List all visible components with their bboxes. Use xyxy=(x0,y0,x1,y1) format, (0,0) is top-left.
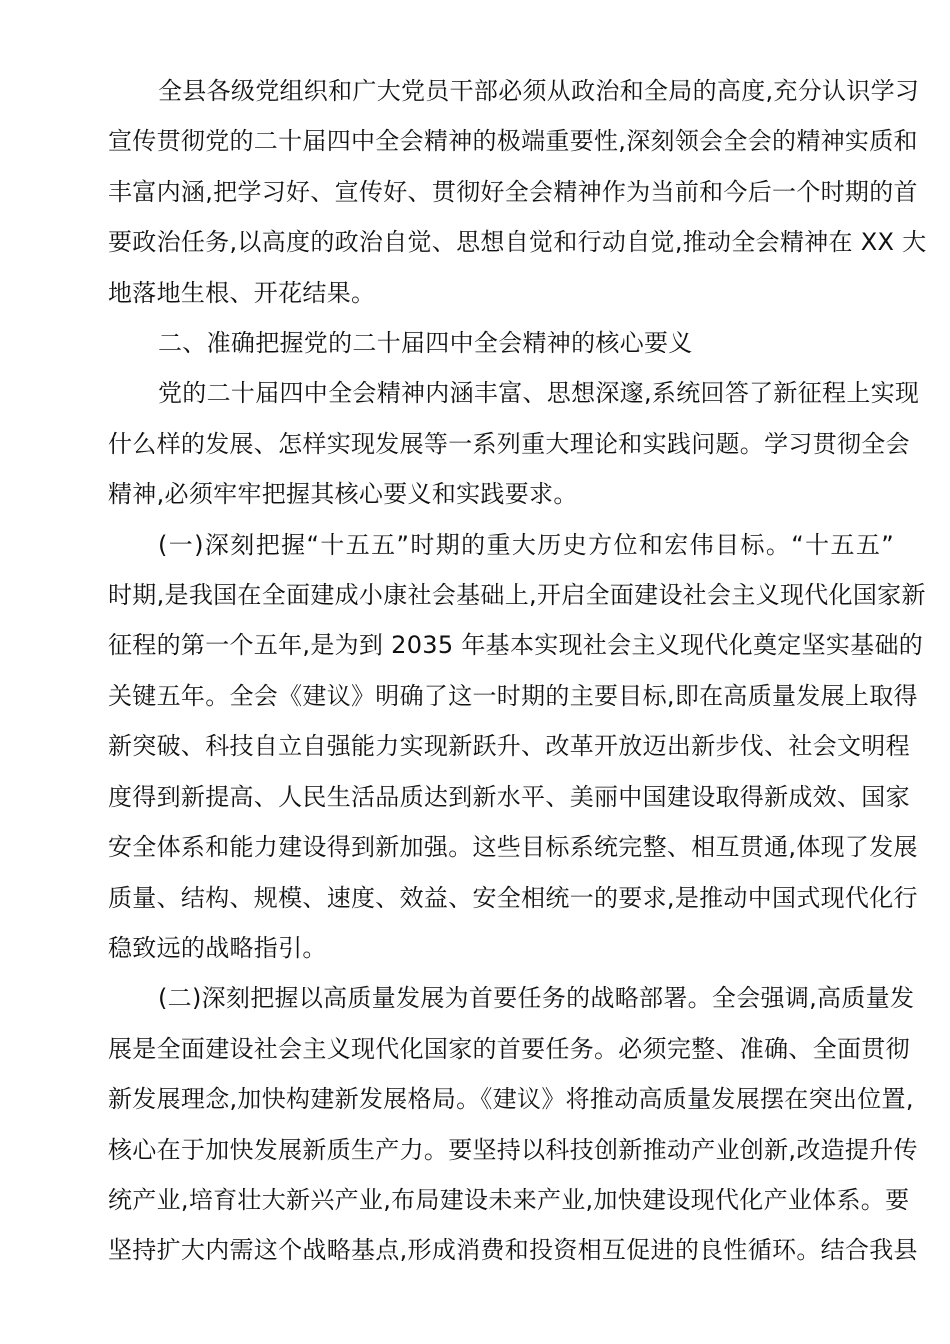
text-line: 统产业,培育壮大新兴产业,布局建设未来产业,加快建设现代化产业体系。要 xyxy=(108,1185,910,1214)
text-line: 要政治任务,以高度的政治自觉、思想自觉和行动自觉,推动全会精神在 XX 大 xyxy=(108,228,927,257)
text-line: 新突破、科技自立自强能力实现新跃升、改革开放迈出新步伐、社会文明程 xyxy=(108,732,910,761)
text-line: 丰富内涵,把学习好、宣传好、贯彻好全会精神作为当前和今后一个时期的首 xyxy=(108,177,918,206)
text-line: 地落地生根、开花结果。 xyxy=(108,278,376,307)
text-line: 核心在于加快发展新质生产力。要坚持以科技创新推动产业创新,改造提升传 xyxy=(108,1135,918,1164)
text-line: (二)深刻把握以高质量发展为首要任务的战略部署。全会强调,高质量发 xyxy=(158,984,915,1013)
text-line: 什么样的发展、怎样实现发展等一系列重大理论和实践问题。学习贯彻全会 xyxy=(108,429,910,458)
paragraph-intro-conclusion xyxy=(58,66,927,318)
text-line: 宣传贯彻党的二十届四中全会精神的极端重要性,深刻领会全会的精神实质和 xyxy=(108,127,918,156)
text-line: 新发展理念,加快构建新发展格局。《建议》将推动高质量发展摆在突出位置, xyxy=(108,1085,914,1114)
text-line: 安全体系和能力建设得到新加强。这些目标系统完整、相互贯通,体现了发展 xyxy=(108,833,918,862)
text-line: 时期,是我国在全面建成小康社会基础上,开启全面建设社会主义现代化国家新 xyxy=(108,581,926,610)
text-line: 度得到新提高、人民生活品质达到新水平、美丽中国建设取得新成效、国家 xyxy=(108,782,910,811)
text-line: 征程的第一个五年,是为到 2035 年基本实现社会主义现代化奠定坚实基础的 xyxy=(108,631,924,660)
text-line: 质量、结构、规模、速度、效益、安全相统一的要求,是推动中国式现代化行 xyxy=(108,883,918,912)
paragraph-subsection-1 xyxy=(58,520,926,974)
text-line: 党的二十届四中全会精神内涵丰富、思想深邃,系统回答了新征程上实现 xyxy=(158,379,920,408)
paragraph-subsection-2 xyxy=(58,973,918,1275)
text-line: 坚持扩大内需这个战略基点,形成消费和投资相互促进的良性循环。结合我县 xyxy=(108,1236,918,1265)
text-line: 展是全面建设社会主义现代化国家的首要任务。必须完整、准确、全面贯彻 xyxy=(108,1034,910,1063)
text-line: 稳致远的战略指引。 xyxy=(108,933,327,962)
paragraph-section-intro xyxy=(58,368,920,519)
heading-text: 二、准确把握党的二十届四中全会精神的核心要义 xyxy=(158,329,693,358)
document-page xyxy=(58,66,927,1276)
text-line: (一)深刻把握“十五五”时期的重大历史方位和宏伟目标。“十五五” xyxy=(158,530,894,559)
text-line: 全县各级党组织和广大党员干部必须从政治和全局的高度,充分认识学习 xyxy=(158,77,920,105)
text-line: 关键五年。全会《建议》明确了这一时期的主要目标,即在高质量发展上取得 xyxy=(108,681,918,710)
text-line: 精神,必须牢牢把握其核心要义和实践要求。 xyxy=(108,480,578,509)
section-heading-2 xyxy=(58,318,894,368)
